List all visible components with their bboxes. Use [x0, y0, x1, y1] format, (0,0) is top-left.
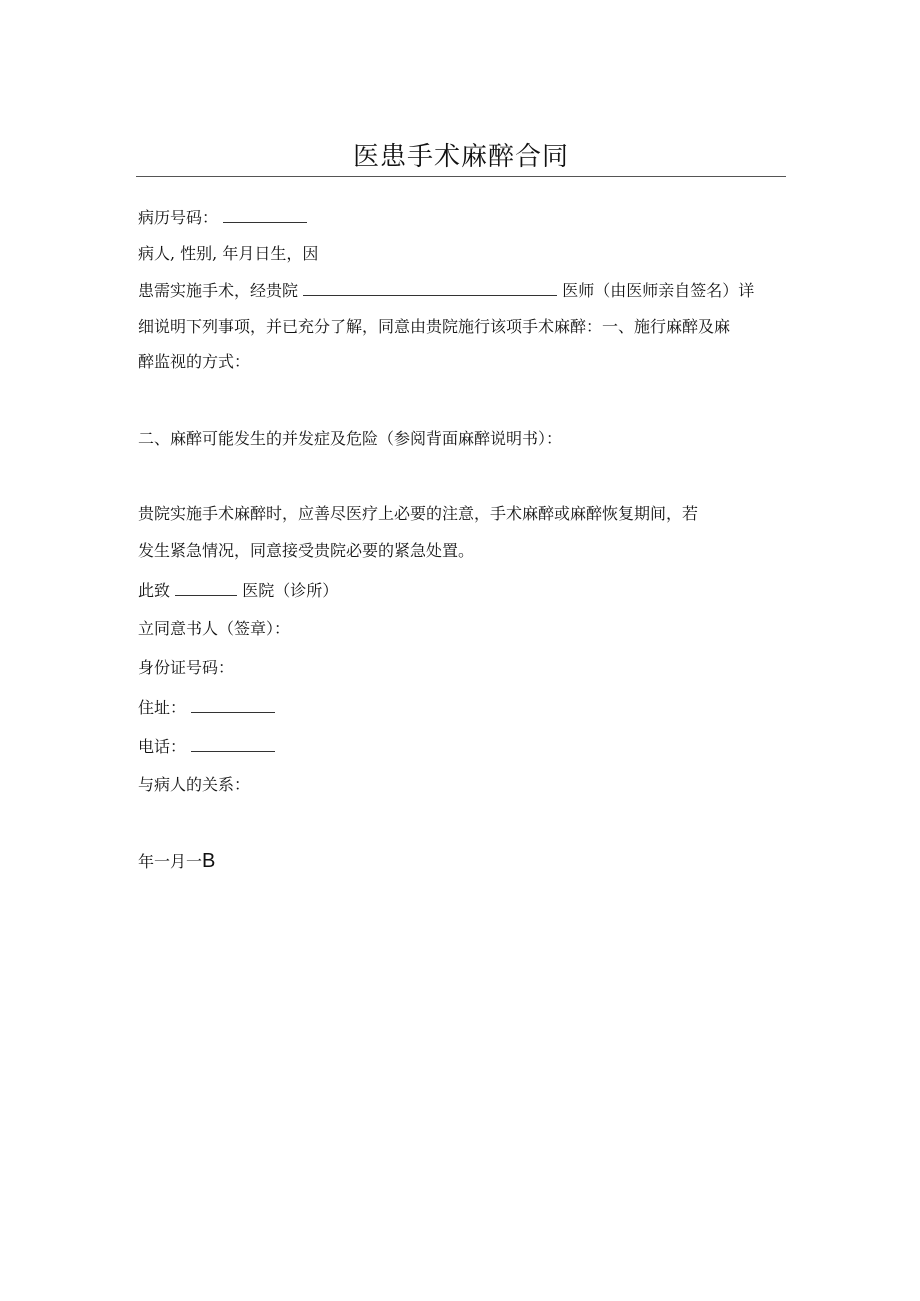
addressee-suffix: 医院（诊所） — [242, 581, 339, 600]
record-number-blank — [223, 206, 307, 223]
emergency-care-row-2: 发生紧急情况，同意接受贵院必要的紧急处置。 — [138, 541, 475, 560]
addressee-prefix: 此致 — [138, 581, 171, 600]
date-prefix: 年一月一 — [138, 852, 203, 871]
record-number-row — [138, 206, 307, 229]
hospital-name-blank — [175, 579, 237, 596]
address-label: 住址： — [138, 698, 187, 717]
emergency-care-row-1: 贵院实施手术麻醉时，应善尽医疗上必要的注意，手术麻醉或麻醉恢复期间，若 — [138, 504, 699, 523]
address-blank — [191, 696, 275, 713]
date-row — [138, 850, 215, 873]
id-number-row: 身份证号码： — [138, 658, 235, 677]
phone-row — [138, 735, 275, 758]
phone-label: 电话： — [138, 737, 187, 756]
address-row — [138, 696, 275, 719]
surgery-prefix: 患需实施手术，经贵院 — [138, 281, 299, 300]
date-suffix: B — [202, 850, 216, 872]
addressee-row — [138, 579, 338, 602]
surgery-row-1 — [138, 279, 754, 302]
patient-info-row: 病人, 性别, 年月日生，因 — [138, 244, 319, 263]
relation-row: 与病人的关系： — [138, 775, 251, 794]
document-title: 医患手术麻醉合同 — [352, 142, 569, 172]
complications-section: 二、麻醉可能发生的并发症及危险（参阅背面麻醉说明书）： — [138, 429, 563, 448]
doctor-name-blank — [303, 279, 557, 296]
record-number-label: 病历号码： — [138, 208, 219, 227]
signer-row: 立同意书人（签章）： — [138, 619, 291, 638]
surgery-row-3: 醉监视的方式： — [138, 352, 251, 371]
surgery-suffix: 医师（由医师亲自签名）详 — [562, 281, 755, 300]
phone-blank — [191, 735, 275, 752]
surgery-row-2: 细说明下列事项，并已充分了解，同意由贵院施行该项手术麻醉：一、施行麻醉及麻 — [138, 317, 731, 336]
title-block — [136, 138, 786, 177]
